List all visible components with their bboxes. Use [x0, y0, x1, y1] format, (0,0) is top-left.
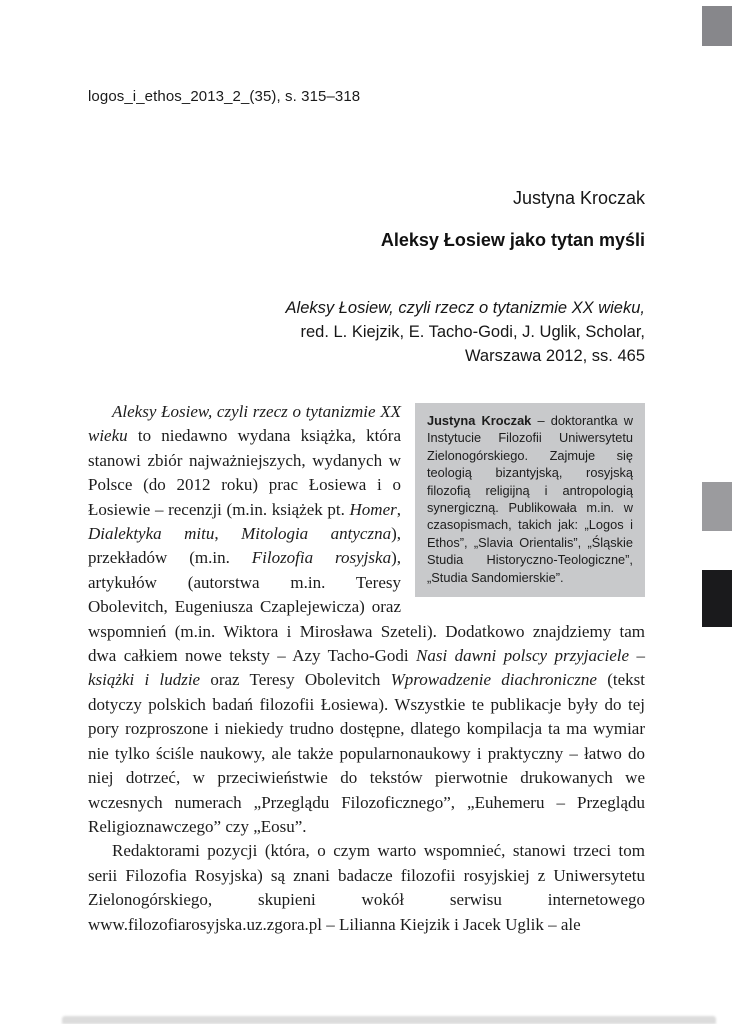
- page-edge-tab-top: [702, 6, 732, 46]
- author-bio-box: Justyna Kroczak – doktorantka w Instytucie Filozofii Uniwersytetu Zielonogórskiego. Zajmuje się teologią bizantyjską, rosyjską filozofią religijną i antropologią synergiczną. Publikowała m.in. w czasopismach, takich jak: „Logos i Ethos”, „Slavia Orientalis”, „Śląskie Studia Historyczno-Teologiczne”, „Studia Sandomierskie”.: [415, 403, 645, 597]
- body-paragraph-2: Redaktorami pozycji (która, o czym warto wspomnieć, stanowi trzeci tom serii Filozofia Rosyjska) są znani badacze filozofii rosyjskiej z Uniwersytetu Zielonogórskiego, skupieni wokół serwisu internetowego www.filozofiarosyjska.uz.zgora.pl – Lilianna Kiejzik i Jacek Uglik – ale: [88, 841, 645, 934]
- scan-edge-artifact: [62, 1016, 716, 1024]
- journal-issue-header: logos_i_ethos_2013_2_(35), s. 315–318: [88, 88, 361, 105]
- page-edge-tab-middle: [702, 482, 732, 531]
- book-citation: [286, 296, 645, 368]
- page-edge-tab-bottom: [702, 570, 732, 627]
- citation-line-2: red. L. Kiejzik, E. Tacho-Godi, J. Uglik, Scholar,: [300, 323, 645, 341]
- body-paragraph-1: Aleksy Łosiew, czyli rzecz o tytanizmie XX wieku to niedawno wydana książka, która stanowi zbiór najważniejszych, wydanych w Polsce (do 2012 roku) prac Łosiewa i o Łosiewie – recenzji (m.in. książek pt. Homer, Dialektyka mitu, Mitologia antyczna), przekładów (m.in. Filozofia rosyjska), artykułów (autorstwa m.in. Teresy Obolevitch, Eugeniusza Czaplejewicza) oraz wspomnień (m.in. Wiktora i Mirosława Szeteli). Dodatkowo znajdziemy tam dwa całkiem nowe teksty – Azy Tacho-Godi Nasi dawni polscy przyjaciele – książki i ludzie oraz Teresy Obolevitch Wprowadzenie diachroniczne (tekst dotyczy polskich badań filozofii Łosiewa). Wszystkie te publikacje były do tej pory rozproszone i niekiedy trudno dostępne, dlatego kompilacja ta ma wymiar nie tylko ściśle naukowy, ale także popularnonaukowy i praktyczny – łatwo do niej dotrzeć, w przeciwieństwie do tekstów pierwotnie drukowanych we wczesnych numerach „Przeglądu Filozoficznego”, „Euhemeru – Przeglądu Religioznawczego” czy „Eosu”.: [88, 402, 645, 836]
- article-body: [88, 400, 645, 937]
- author-name: Justyna Kroczak: [512, 188, 645, 208]
- citation-line-3: Warszawa 2012, ss. 465: [464, 347, 645, 365]
- article-title: Aleksy Łosiew jako tytan myśli: [380, 230, 645, 250]
- citation-line-1: Aleksy Łosiew, czyli rzecz o tytanizmie XX wieku,: [285, 299, 645, 317]
